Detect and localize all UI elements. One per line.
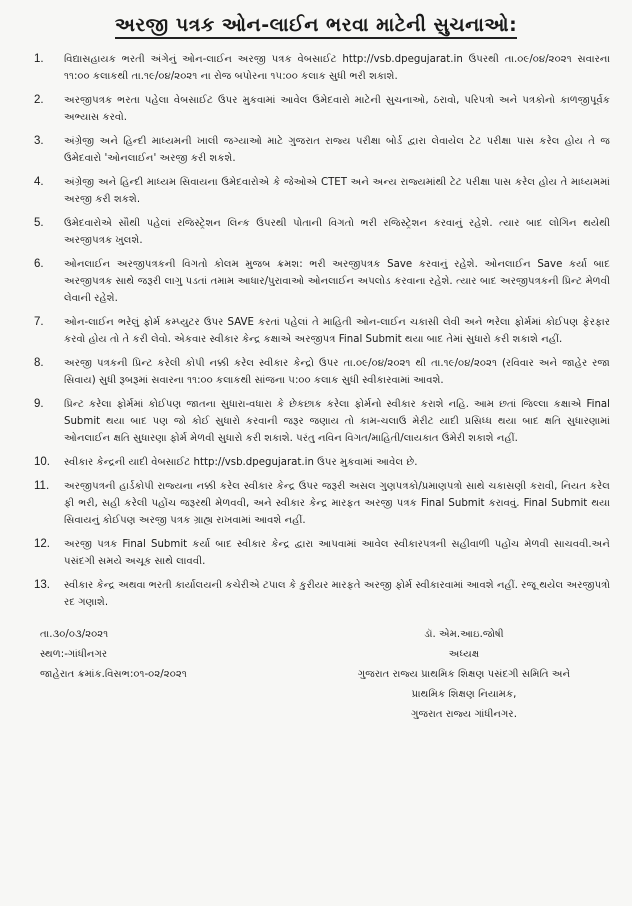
- instruction-item: [18, 396, 614, 447]
- item-text: સ્વીકાર કેન્દ્ર અથવા ભરતી કાર્યાલયની કચેરીએ ટપાલ કે કુરીયર મારફતે અરજી ફોર્મ સ્વીકારવામાં આવશે નહીં. રજૂ થયેલ અરજીપત્રો રદ ગણાશે.: [64, 580, 610, 608]
- footer-left-line: સ્થળ:-ગાંધીનગર: [40, 649, 108, 660]
- item-number: 5.: [34, 217, 44, 229]
- signature-line: પ્રાથમિક શિક્ષણ નિયામક,: [411, 689, 517, 700]
- item-text: પ્રિન્ટ કરેલા ફોર્મમાં કોઈપણ જાતના સુધારા-વધારા કે છેકછાક કરેલા ફોર્મનો સ્વીકાર કરાશે નહિ. આમ છતાં જિલ્લા કક્ષાએ Final Submit થયા બાદ પણ જો કોઈ સુધારો કરવાની જરૂર જણાય તો કામ-ચલાઉ મેરીટ યાદી પ્રસિધ્ધ થયા બાદ ક્ષતિ સુધારણામાં ઓનલાઈન ક્ષતિ સુધારણા ફોર્મ મેળવી સુધારો કરી શકાશે. પરંતુ નવિન વિગત/માહિતી/લાયકાત ઉમેરી શકાશે નહીં.: [64, 399, 610, 444]
- instruction-item: [18, 536, 614, 570]
- item-number: 7.: [34, 316, 44, 328]
- item-text: વિદ્યાસહાયક ભરતી અંગેનું ઓન-લાઈન અરજી પત્રક વેબસાઈટ http://vsb.dpegujarat.in ઉપરથી તા.૦૯/૦૪/૨૦૨૧ સવારના ૧૧:૦૦ કલાકથી તા.૧૯/૦૪/૨૦૨૧ ના રોજ બપોરના ૧૫:૦૦ કલાક સુધી ભરી શકાશે.: [64, 54, 610, 82]
- page-title: અરજી પત્રક ઓન-લાઈન ભરવા માટેની સુચનાઓ:: [115, 14, 517, 39]
- item-text: ઓન-લાઈન ભરેલું ફોર્મ કમ્પ્યુટર ઉપર SAVE કરતાં પહેલાં તે માહિતી ઓન-લાઈન ચકાસી લેવી અને ભરેલા ફોર્મમાં કોઈપણ ફેરફાર કરવો હોય તો તે કરી લેવો. એકવાર સ્વીકાર કેન્દ્ર કક્ષાએ અરજીપત્ર Final Submit થયા બાદ તેમાં સુધારો કરી શકાશે નહીં.: [64, 317, 610, 345]
- item-number: 10.: [34, 456, 50, 468]
- item-text: અરજીપત્રની હાર્ડકોપી રાજ્યના નક્કી કરેલ સ્વીકાર કેન્દ્ર ઉપર જરૂરી અસલ ગુણપત્રકો/પ્રમાણપત્રો સાથે ચકાસણી કરાવી, નિયત કરેલ ફી ભરી, સહી કરેલી પહોંચ જરૂરથી મેળવવી, અને સ્વીકાર કેન્દ્ર મારફત અરજી પત્રક Final Submit કરાવવું. Final Submit થયા સિવાયનું કોઈપણ અરજી પત્રક ગ્રાહ્ય રાખવામાં આવશે નહીં.: [64, 481, 610, 526]
- item-number: 12.: [34, 538, 50, 550]
- instruction-list: [18, 51, 614, 611]
- item-text: સ્વીકાર કેન્દ્રની યાદી વેબસાઈટ http://vsb.dpegujarat.in ઉપર મુકવામાં આવેલ છે.: [64, 457, 418, 468]
- item-number: 3.: [34, 135, 44, 147]
- item-text: ઉમેદવારોએ સૌથી પહેલાં રજિસ્ટ્રેશન લિન્ક ઉપરથી પોતાની વિગતો ભરી રજિસ્ટ્રેશન કરવાનું રહેશે. ત્યાર બાદ લોગિન થયેથી અરજીપત્રક ખુલશે.: [64, 218, 610, 246]
- item-number: 1.: [34, 53, 44, 65]
- instruction-item: [18, 215, 614, 249]
- instruction-item: [18, 256, 614, 307]
- signature-line: ગુજરાત રાજ્ય ગાંધીનગર.: [411, 709, 517, 720]
- instruction-item: [18, 478, 614, 529]
- signature-line: અધ્યક્ષ: [448, 649, 480, 660]
- item-text: અંગ્રેજી અને હિન્દી માધ્યમની ખાલી જગ્યાઓ માટે ગુજરાત રાજ્ય પરીક્ષા બોર્ડ દ્વારા લેવાયેલ ટેટ પરીક્ષા પાસ કરેલ હોય તે જ ઉમેદવારો 'ઓનલાઈન' અરજી કરી શકશે.: [64, 136, 610, 164]
- signature-block: [314, 625, 614, 725]
- item-text: અરજીપત્રક ભરતા પહેલા વેબસાઈટ ઉપર મુકવામાં આવેલ ઉમેદવારો માટેની સુચનાઓ, ઠરાવો, પરિપત્રો અને પત્રકોનો કાળજીપૂર્વક અભ્યાસ કરવો.: [64, 95, 610, 123]
- item-number: 2.: [34, 94, 44, 106]
- item-text: અંગ્રેજી અને હિન્દી માધ્યમ સિવાયના ઉમેદવારોએ કે જેઓએ CTET અને અન્ય રાજ્યમાંથી ટેટ પરીક્ષા પાસ કરેલ હોય તે માધ્યમમાં અરજી કરી શકશે.: [64, 177, 610, 205]
- item-number: 13.: [34, 579, 50, 591]
- title-wrap: [18, 14, 614, 39]
- instruction-item: [18, 577, 614, 611]
- instruction-item: [18, 133, 614, 167]
- instruction-item: [18, 454, 614, 471]
- item-number: 9.: [34, 398, 44, 410]
- instruction-item: [18, 314, 614, 348]
- footer-left: [18, 625, 187, 725]
- item-number: 4.: [34, 176, 44, 188]
- instruction-item: [18, 355, 614, 389]
- signature-line: ગુજરાત રાજ્ય પ્રાથમિક શિક્ષણ પસંદગી સમિતિ અને: [357, 669, 571, 680]
- item-text: અરજી પત્રકની પ્રિન્ટ કરેલી કોપી નક્કી કરેલ સ્વીકાર કેન્દ્રો ઉપર તા.૦૯/૦૪/૨૦૨૧ થી તા.૧૯/૦૪/૨૦૨૧ (રવિવાર અને જાહેર રજા સિવાય) સુધી રૂબરૂમાં સવારના ૧૧:૦૦ કલાકથી સાંજના ૫:૦૦ કલાક સુધી સ્વીકારવામાં આવશે.: [64, 358, 610, 386]
- item-text: અરજી પત્રક Final Submit કર્યા બાદ સ્વીકાર કેન્દ્ર દ્વારા આપવામાં આવેલ સ્વીકારપત્રની સહીવાળી પહોંચ મેળવી સાચવવી.અને પસંદગી સમયે અચૂક સાથે લાવવી.: [64, 539, 610, 567]
- item-number: 8.: [34, 357, 44, 369]
- footer-left-line: તા.૩૦/૦૩/૨૦૨૧: [40, 629, 109, 640]
- instruction-item: [18, 92, 614, 126]
- item-number: 11.: [34, 480, 50, 492]
- footer-left-line: જાહેરાત ક્રમાંક.વિસભ:૦૧-૦૨/૨૦૨૧: [40, 669, 187, 680]
- item-text: ઓનલાઈન અરજીપત્રકની વિગતો કોલમ મુજબ ક્રમશ: ભરી અરજીપત્રક Save કરવાનું રહેશે. ઓનલાઈન Save કર્યા બાદ અરજીપત્રક સાથે જરૂરી લાગુ પડતાં તમામ આધાર/પુરાવાઓ ઓનલાઈન અપલોડ કરવાના રહેશે. ત્યાર બાદ અરજીપત્રકની પ્રિન્ટ મેળવી લેવાની રહેશે.: [64, 259, 610, 304]
- footer: [18, 625, 614, 725]
- instruction-item: [18, 174, 614, 208]
- item-number: 6.: [34, 258, 44, 270]
- signature-line: ડૉ. એમ.આઇ.જોષી: [424, 629, 504, 640]
- instruction-item: [18, 51, 614, 85]
